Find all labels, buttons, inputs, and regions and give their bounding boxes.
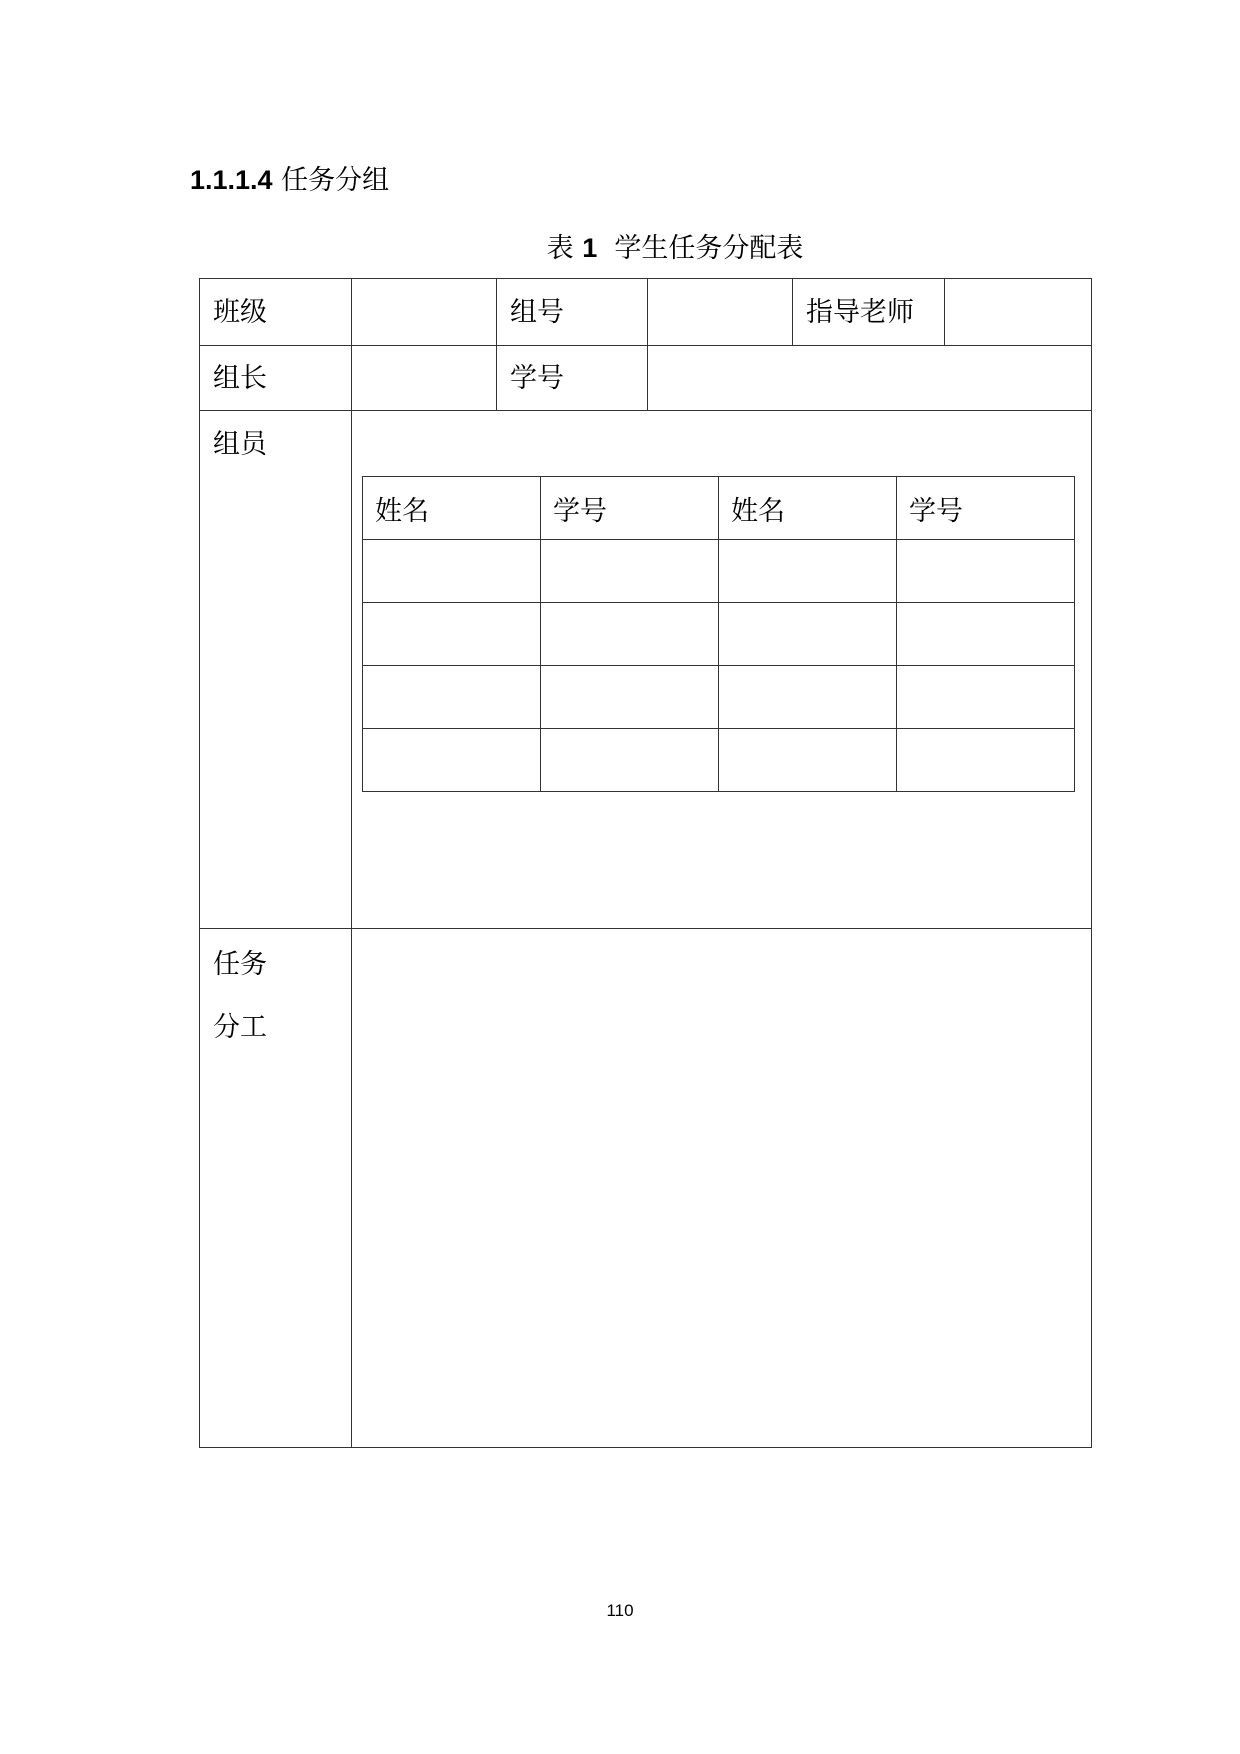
member-name-cell[interactable] xyxy=(363,540,541,603)
member-id-cell[interactable] xyxy=(541,603,719,666)
member-id-cell[interactable] xyxy=(541,666,719,729)
section-heading xyxy=(190,162,389,199)
section-title: 任务分组 xyxy=(281,165,390,196)
member-id-cell[interactable] xyxy=(897,540,1075,603)
column-header-student-id: 学号 xyxy=(897,477,1075,540)
member-name-cell[interactable] xyxy=(719,540,897,603)
members-label: 组员 xyxy=(213,429,267,460)
row1-rule-c xyxy=(792,278,793,345)
student-id-field[interactable] xyxy=(648,346,1090,409)
member-name-cell[interactable] xyxy=(363,603,541,666)
column-header-name: 姓名 xyxy=(363,477,541,540)
row2-bottom-rule xyxy=(199,410,1092,411)
tasks-label-line2: 分工 xyxy=(213,1012,267,1043)
table-row xyxy=(363,540,1075,603)
member-id-cell[interactable] xyxy=(897,603,1075,666)
member-name-cell[interactable] xyxy=(363,666,541,729)
advisor-field[interactable] xyxy=(945,279,1090,344)
member-id-cell[interactable] xyxy=(897,729,1075,792)
section-number: 1.1.1.4 xyxy=(190,165,273,195)
member-name-cell[interactable] xyxy=(719,729,897,792)
group-no-label: 组号 xyxy=(510,297,564,328)
caption-number: 1 xyxy=(582,233,598,263)
table-row xyxy=(363,603,1075,666)
member-id-cell[interactable] xyxy=(897,666,1075,729)
table-row xyxy=(363,666,1075,729)
caption-prefix: 表 xyxy=(546,233,574,264)
row1-rule-a xyxy=(496,278,497,410)
advisor-label: 指导老师 xyxy=(806,297,914,328)
member-id-cell[interactable] xyxy=(541,729,719,792)
class-label: 班级 xyxy=(213,297,267,328)
member-id-cell[interactable] xyxy=(541,540,719,603)
student-id-label: 学号 xyxy=(510,363,564,394)
member-name-cell[interactable] xyxy=(719,666,897,729)
members-table xyxy=(362,476,1075,792)
column-header-name: 姓名 xyxy=(719,477,897,540)
table-caption xyxy=(0,230,1240,267)
caption-title: 学生任务分配表 xyxy=(614,233,804,264)
class-field[interactable] xyxy=(352,279,495,344)
member-name-cell[interactable] xyxy=(719,603,897,666)
leader-label: 组长 xyxy=(213,363,267,394)
page-number: 110 xyxy=(606,1601,634,1620)
leader-field[interactable] xyxy=(352,346,495,409)
table-row xyxy=(363,729,1075,792)
group-no-field[interactable] xyxy=(648,279,791,344)
member-name-cell[interactable] xyxy=(363,729,541,792)
tasks-label-line1: 任务 xyxy=(213,949,267,980)
members-header-row xyxy=(363,477,1075,540)
tasks-field[interactable] xyxy=(352,929,1090,1446)
column-header-student-id: 学号 xyxy=(541,477,719,540)
